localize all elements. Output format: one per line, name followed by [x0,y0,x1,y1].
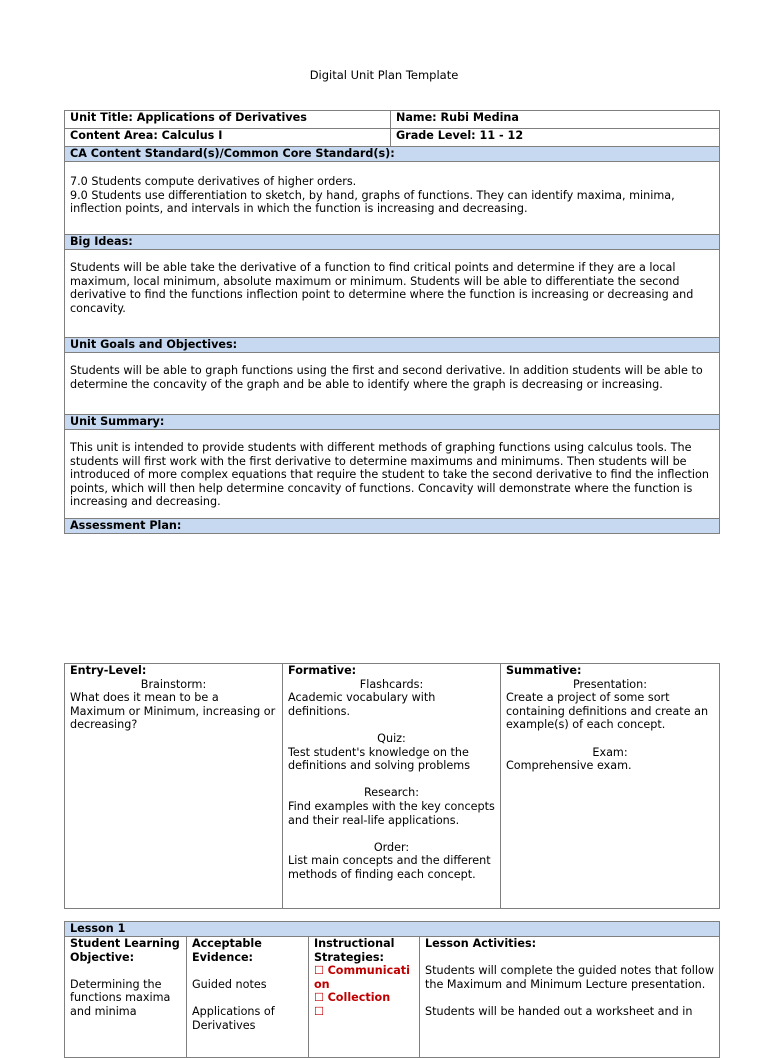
research-text: Find examples with the key concepts and their real-life applications. [288,799,495,827]
lesson-activities-label: Lesson Activities: [425,937,537,950]
summary-header: Unit Summary: [65,415,720,430]
order-text: List main concepts and the different methods of finding each concept. [288,854,491,881]
standards-body [65,162,720,235]
checkbox-icon[interactable]: ☐ [314,1004,325,1018]
standard-9: 9.0 Students use differentiation to sketch, by hand, graphs of functions. They can identify maxima, minima, inflection points, and intervals in which the function is increasing and decreasing. [70,188,675,216]
standards-header: CA Content Standard(s)/Common Core Standard(s): [65,147,720,162]
grade-level: Grade Level: 11 - 12 [391,129,720,147]
summative-label: Summative: [506,664,582,677]
formative-label: Formative: [288,664,357,677]
evidence-item: Applications of Derivatives [192,1004,275,1032]
flashcards-text: Academic vocabulary with definitions. [288,691,436,718]
activity-text: Students will be handed out a worksheet and in [425,1004,693,1018]
unit-title: Unit Title: Applications of Derivatives [65,111,391,129]
strategy-empty[interactable] [314,1005,414,1019]
quiz-title: Quiz: [377,731,406,745]
assessment-header: Assessment Plan: [65,519,720,534]
exam-title: Exam: [592,745,628,759]
brainstorm-text: What does it mean to be a Maximum or Minimum, increasing or decreasing? [70,691,276,732]
standard-7: 7.0 Students compute derivatives of higher orders. [70,175,357,188]
big-ideas-header: Big Ideas: [65,235,720,250]
entry-level-cell [65,664,283,909]
checkbox-icon[interactable]: ☐ [314,964,325,978]
instructional-strategies-cell [309,937,420,1058]
goals-header: Unit Goals and Objectives: [65,338,720,353]
learning-objective-cell [65,937,187,1058]
brainstorm-title: Brainstorm: [140,677,207,691]
exam-text: Comprehensive exam. [506,759,632,773]
lesson-1-header: Lesson 1 [65,922,720,937]
content-area: Content Area: Calculus I [65,129,391,147]
instructional-strategies-label: Instructional Strategies: [314,937,395,964]
strategy-collection[interactable] [314,991,414,1005]
acceptable-evidence-cell [187,937,309,1058]
order-title: Order: [373,840,410,854]
learning-objective-label: Student Learning Objective: [70,937,180,964]
evidence-item: Guided notes [192,977,267,991]
checkbox-icon[interactable]: ☐ [314,991,325,1005]
formative-cell [283,664,501,909]
activity-text: Students will complete the guided notes that follow the Maximum and Minimum Lecture presentation. [425,964,714,991]
entry-level-label: Entry-Level: [70,664,147,677]
flashcards-title: Flashcards: [359,677,424,691]
presentation-title: Presentation: [572,677,648,691]
summary-body: This unit is intended to provide students with different methods of graphing functions using calculus tools. The students will first work with the first derivative to determine maximums and minimums. Then students will be introduced of more complex equations that require the student to take the second derivative to find the inflection points, which will then help determine concavity of functions. Concavity will demonstrate where the function is increasing and decreasing. [65,430,720,519]
goals-body: Students will be able to graph functions using the first and second derivative. In addition students will be able to determine the concavity of the graph and be able to identify where the graph is decreasing or increasing. [65,353,720,415]
assessment-table [64,663,720,909]
lesson-activities-cell [420,937,720,1058]
strategy-label: Collection [327,991,391,1005]
acceptable-evidence-label: Acceptable Evidence: [192,937,262,964]
presentation-text: Create a project of some sort containing definitions and create an example(s) of each concept. [506,691,709,732]
strategy-label: Communication [314,964,410,991]
big-ideas-body: Students will be able take the derivative of a function to find critical points and determine if they are a local maximum, local minimum, absolute maximum or minimum. Students will be able to differentiate the second derivative to find the functions inflection point to determine where the function is increasing or decreasing and concavity. [65,250,720,338]
summative-cell [501,664,720,909]
content-area-row [65,129,720,147]
lesson-1-table [64,921,720,1058]
quiz-text: Test student's knowledge on the definitions and solving problems [288,745,471,773]
strategy-communication[interactable] [314,964,414,991]
learning-objective-text: Determining the functions maxima and minima [70,977,171,1018]
unit-title-row [65,111,720,129]
document-title: Digital Unit Plan Template [309,68,459,82]
unit-plan-table [64,110,720,534]
research-title: Research: [363,786,420,800]
teacher-name: Name: Rubi Medina [391,111,720,129]
